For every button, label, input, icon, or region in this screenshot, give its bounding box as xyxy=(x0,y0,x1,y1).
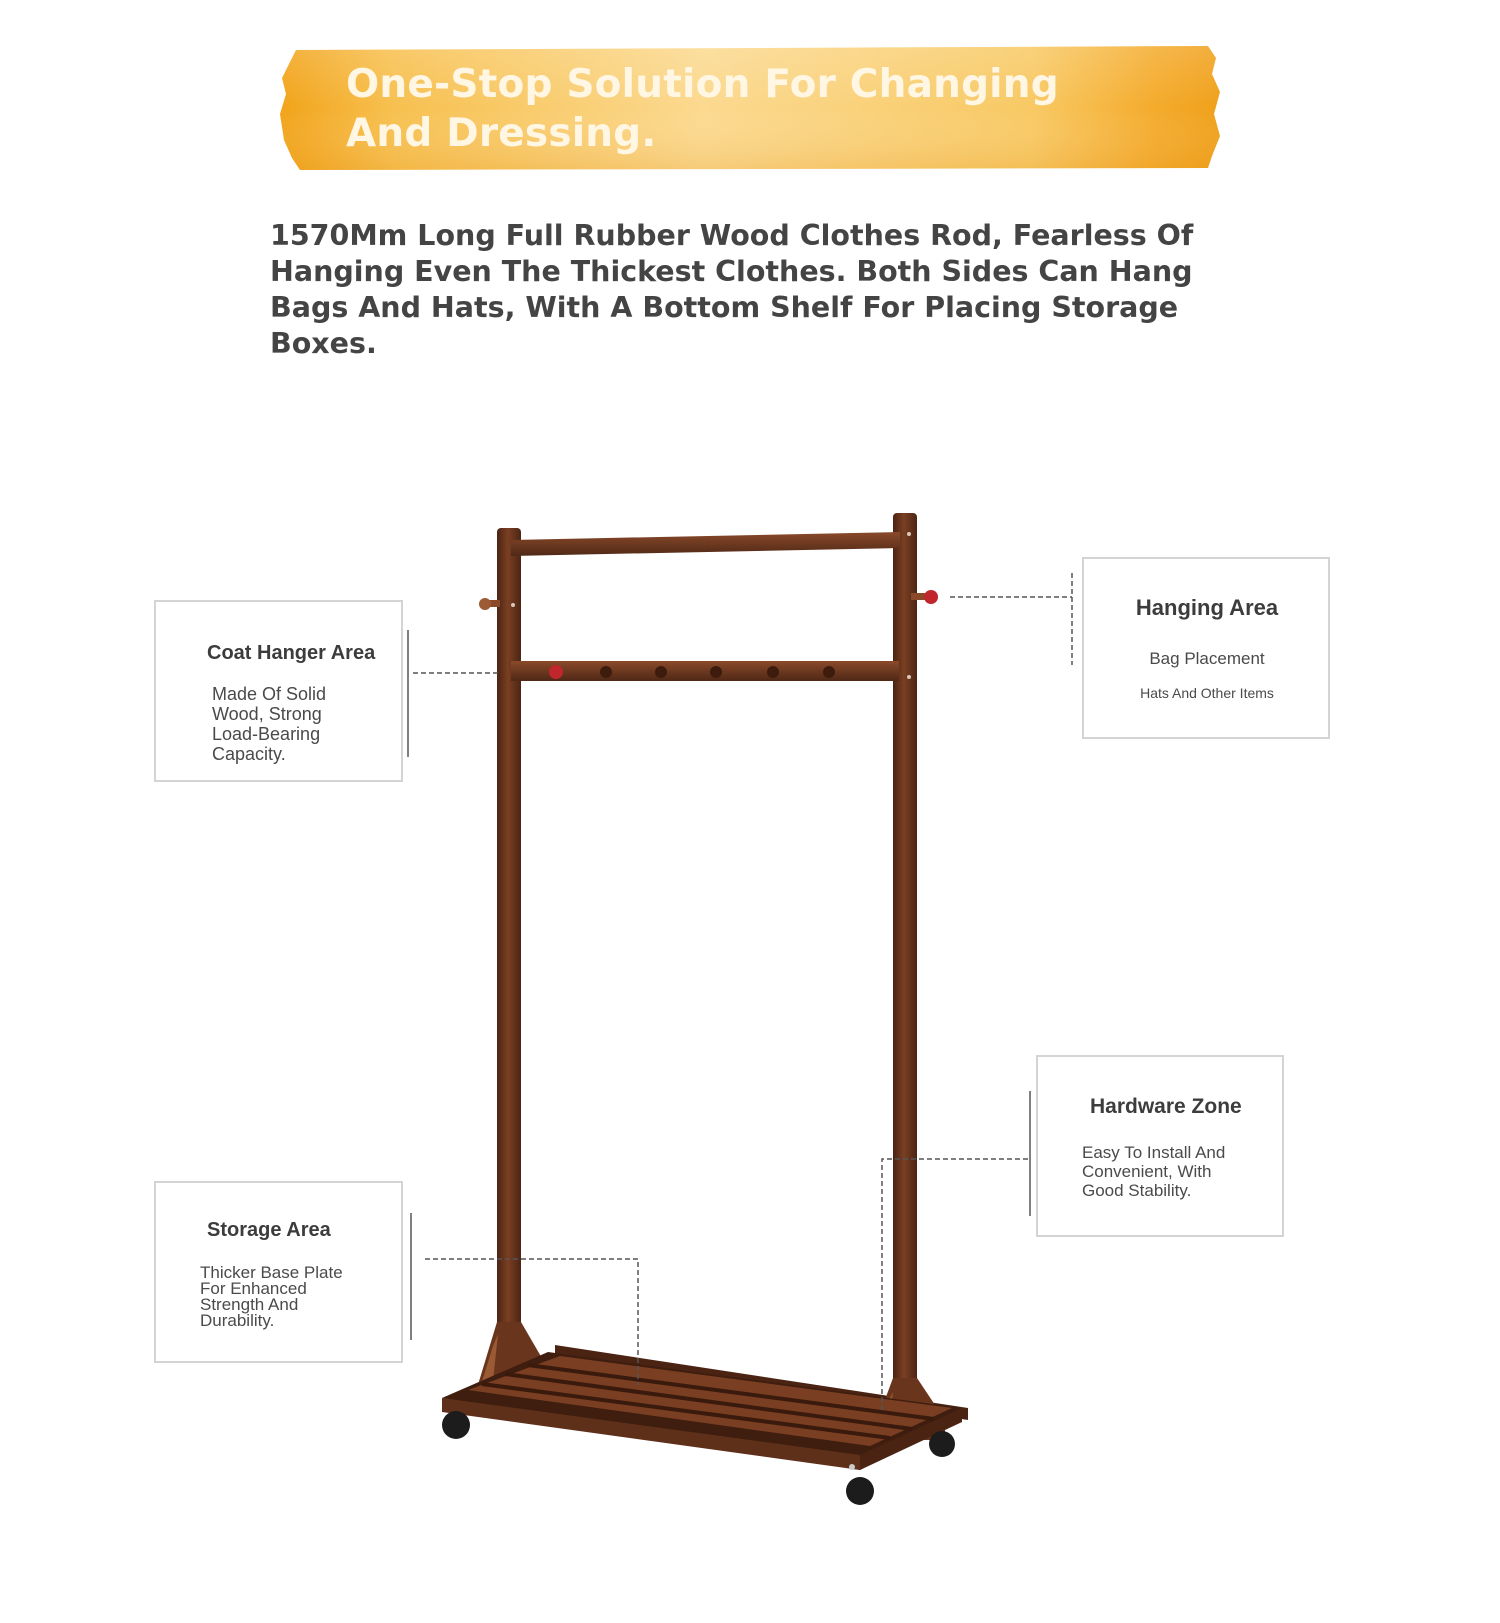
callout-title: Coat Hanger Area xyxy=(207,642,376,664)
callout-text: Thicker Base Plate For Enhanced Strength And Durability. xyxy=(200,1263,343,1330)
callout-title: Hanging Area xyxy=(1135,595,1279,620)
callout-title: Storage Area xyxy=(207,1219,331,1241)
wheel-icon xyxy=(442,1411,470,1439)
hook-icon xyxy=(823,666,835,678)
hook-icon xyxy=(655,666,667,678)
callout-text: Bag Placement xyxy=(1149,649,1265,668)
hook-icon xyxy=(767,666,779,678)
product-description: 1570Mm Long Full Rubber Wood Clothes Rod, Fearless Of Hanging Even The Thickest Clothes. Both Sides Can Hang Bags And Hats, With A Bottom Shelf For Placing Storage Boxes. xyxy=(270,219,1194,360)
left-post xyxy=(497,528,521,1332)
peg-red-icon xyxy=(924,590,938,604)
hook-icon xyxy=(710,666,722,678)
hook-icon xyxy=(600,666,612,678)
wheel-icon xyxy=(929,1431,955,1457)
right-post xyxy=(893,513,917,1403)
top-clothes-rod xyxy=(511,532,900,556)
banner-title: One-Stop Solution For Changing And Dressing. xyxy=(346,62,1059,156)
callout-text: Made Of Solid Wood, Strong Load-Bearing Capacity. xyxy=(212,684,327,764)
hook-bar xyxy=(511,661,899,681)
side-pegs xyxy=(479,590,938,610)
callout-text: Easy To Install And Convenient, With Good Stability. xyxy=(1082,1143,1226,1200)
callout-coat-hanger xyxy=(154,600,403,782)
callout-text: Hats And Other Items xyxy=(1140,685,1274,701)
callout-hardware xyxy=(1036,1055,1284,1237)
wheel-icon xyxy=(846,1477,874,1505)
callout-hanging xyxy=(1082,557,1330,739)
callout-title: Hardware Zone xyxy=(1090,1095,1242,1118)
callout-storage xyxy=(154,1181,403,1363)
hook-icon xyxy=(549,665,563,679)
